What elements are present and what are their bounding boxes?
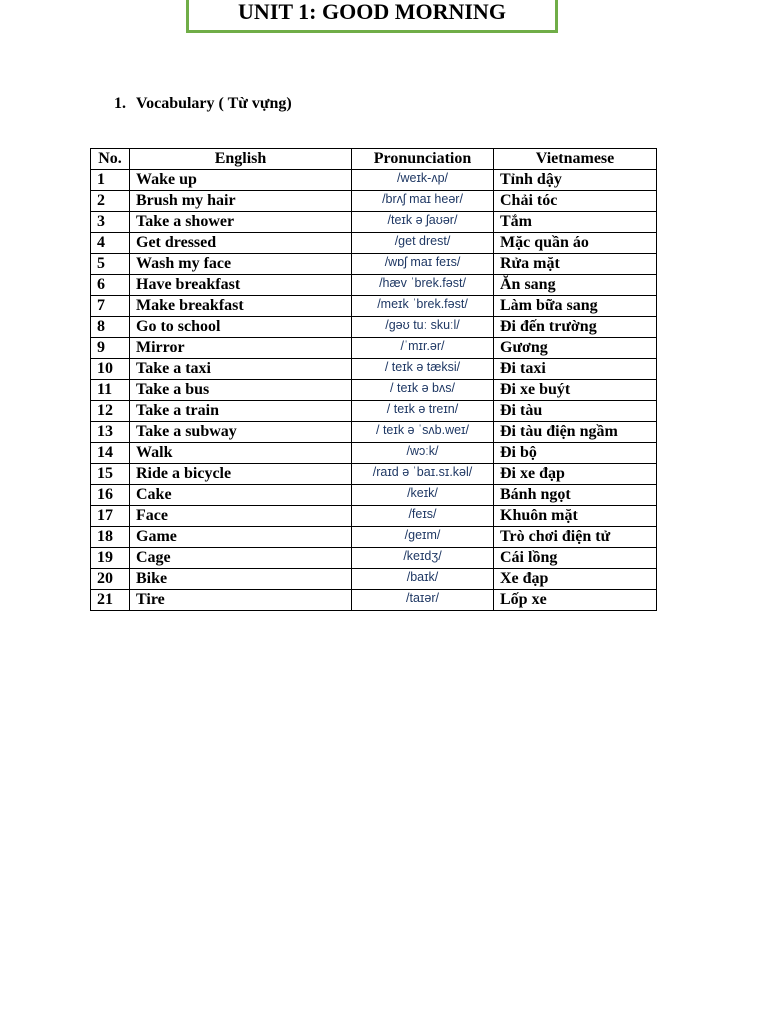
row-number: 17 — [91, 506, 130, 527]
pronunciation: /weɪk-ʌp/ — [352, 170, 494, 191]
vietnamese-translation: Làm bữa sang — [494, 296, 657, 317]
vietnamese-translation: Bánh ngọt — [494, 485, 657, 506]
header-english: English — [130, 149, 352, 170]
pronunciation: /taɪər/ — [352, 590, 494, 611]
row-number: 21 — [91, 590, 130, 611]
pronunciation: /brʌʃ maɪ heər/ — [352, 191, 494, 212]
vietnamese-translation: Tắm — [494, 212, 657, 233]
table-body — [91, 170, 657, 611]
table-row — [91, 212, 657, 233]
section-label: Vocabulary ( Từ vựng) — [136, 95, 292, 112]
vietnamese-translation: Rửa mặt — [494, 254, 657, 275]
table-row — [91, 233, 657, 254]
english-term: Mirror — [130, 338, 352, 359]
vietnamese-translation: Mặc quần áo — [494, 233, 657, 254]
row-number: 6 — [91, 275, 130, 296]
table-row — [91, 485, 657, 506]
row-number: 12 — [91, 401, 130, 422]
table-row — [91, 317, 657, 338]
english-term: Take a bus — [130, 380, 352, 401]
vietnamese-translation: Chải tóc — [494, 191, 657, 212]
vocabulary-table — [90, 148, 657, 611]
section-heading — [114, 94, 292, 114]
pronunciation: / teɪk ə ˈsʌb.weɪ/ — [352, 422, 494, 443]
english-term: Make breakfast — [130, 296, 352, 317]
table-row — [91, 569, 657, 590]
english-term: Take a taxi — [130, 359, 352, 380]
english-term: Have breakfast — [130, 275, 352, 296]
pronunciation: /baɪk/ — [352, 569, 494, 590]
row-number: 7 — [91, 296, 130, 317]
pronunciation: /feɪs/ — [352, 506, 494, 527]
pronunciation: /geɪm/ — [352, 527, 494, 548]
vietnamese-translation: Đi xe đạp — [494, 464, 657, 485]
row-number: 5 — [91, 254, 130, 275]
english-term: Go to school — [130, 317, 352, 338]
row-number: 19 — [91, 548, 130, 569]
table-row — [91, 275, 657, 296]
english-term: Tire — [130, 590, 352, 611]
english-term: Brush my hair — [130, 191, 352, 212]
pronunciation: /raɪd ə ˈbaɪ.sɪ.kəl/ — [352, 464, 494, 485]
header-pronunciation: Pronunciation — [352, 149, 494, 170]
pronunciation: / teɪk ə tæksi/ — [352, 359, 494, 380]
vietnamese-translation: Xe đạp — [494, 569, 657, 590]
table-row — [91, 422, 657, 443]
table-row — [91, 527, 657, 548]
table-row — [91, 359, 657, 380]
pronunciation: /get drest/ — [352, 233, 494, 254]
row-number: 1 — [91, 170, 130, 191]
table-row — [91, 191, 657, 212]
vietnamese-translation: Đi taxi — [494, 359, 657, 380]
pronunciation: /keɪdʒ/ — [352, 548, 494, 569]
table-header-row — [91, 149, 657, 170]
table-row — [91, 443, 657, 464]
row-number: 10 — [91, 359, 130, 380]
pronunciation: /meɪk ˈbrek.fəst/ — [352, 296, 494, 317]
vietnamese-translation: Đi tàu điện ngầm — [494, 422, 657, 443]
pronunciation: /keɪk/ — [352, 485, 494, 506]
english-term: Take a shower — [130, 212, 352, 233]
row-number: 20 — [91, 569, 130, 590]
row-number: 11 — [91, 380, 130, 401]
header-vietnamese: Vietnamese — [494, 149, 657, 170]
pronunciation: / teɪk ə bʌs/ — [352, 380, 494, 401]
row-number: 18 — [91, 527, 130, 548]
vietnamese-translation: Cái lồng — [494, 548, 657, 569]
row-number: 2 — [91, 191, 130, 212]
english-term: Take a subway — [130, 422, 352, 443]
row-number: 13 — [91, 422, 130, 443]
pronunciation: /wɔːk/ — [352, 443, 494, 464]
section-number: 1. — [114, 95, 126, 112]
table-row — [91, 254, 657, 275]
pronunciation: /ˈmɪr.ər/ — [352, 338, 494, 359]
table-row — [91, 590, 657, 611]
english-term: Face — [130, 506, 352, 527]
table-row — [91, 380, 657, 401]
pronunciation: / teɪk ə treɪn/ — [352, 401, 494, 422]
table-row — [91, 401, 657, 422]
table-row — [91, 464, 657, 485]
row-number: 15 — [91, 464, 130, 485]
row-number: 3 — [91, 212, 130, 233]
pronunciation: /gəʊ tuː skuːl/ — [352, 317, 494, 338]
vietnamese-translation: Đi tàu — [494, 401, 657, 422]
header-no: No. — [91, 149, 130, 170]
english-term: Walk — [130, 443, 352, 464]
english-term: Bike — [130, 569, 352, 590]
unit-title-box — [186, 0, 558, 33]
pronunciation: /wɒʃ maɪ feɪs/ — [352, 254, 494, 275]
row-number: 4 — [91, 233, 130, 254]
english-term: Wake up — [130, 170, 352, 191]
table-row — [91, 506, 657, 527]
vietnamese-translation: Ăn sang — [494, 275, 657, 296]
vietnamese-translation: Tỉnh dậy — [494, 170, 657, 191]
vietnamese-translation: Khuôn mặt — [494, 506, 657, 527]
english-term: Game — [130, 527, 352, 548]
english-term: Cake — [130, 485, 352, 506]
pronunciation: /hæv ˈbrek.fəst/ — [352, 275, 494, 296]
table-row — [91, 338, 657, 359]
unit-title: UNIT 1: GOOD MORNING — [238, 0, 506, 24]
vietnamese-translation: Lốp xe — [494, 590, 657, 611]
table-row — [91, 296, 657, 317]
english-term: Wash my face — [130, 254, 352, 275]
english-term: Cage — [130, 548, 352, 569]
english-term: Get dressed — [130, 233, 352, 254]
vietnamese-translation: Gương — [494, 338, 657, 359]
english-term: Ride a bicycle — [130, 464, 352, 485]
vietnamese-translation: Trò chơi điện tử — [494, 527, 657, 548]
vietnamese-translation: Đi đến trường — [494, 317, 657, 338]
table-row — [91, 170, 657, 191]
row-number: 16 — [91, 485, 130, 506]
english-term: Take a train — [130, 401, 352, 422]
pronunciation: /teɪk ə ʃaʊər/ — [352, 212, 494, 233]
table-row — [91, 548, 657, 569]
vietnamese-translation: Đi bộ — [494, 443, 657, 464]
vietnamese-translation: Đi xe buýt — [494, 380, 657, 401]
row-number: 8 — [91, 317, 130, 338]
row-number: 14 — [91, 443, 130, 464]
row-number: 9 — [91, 338, 130, 359]
